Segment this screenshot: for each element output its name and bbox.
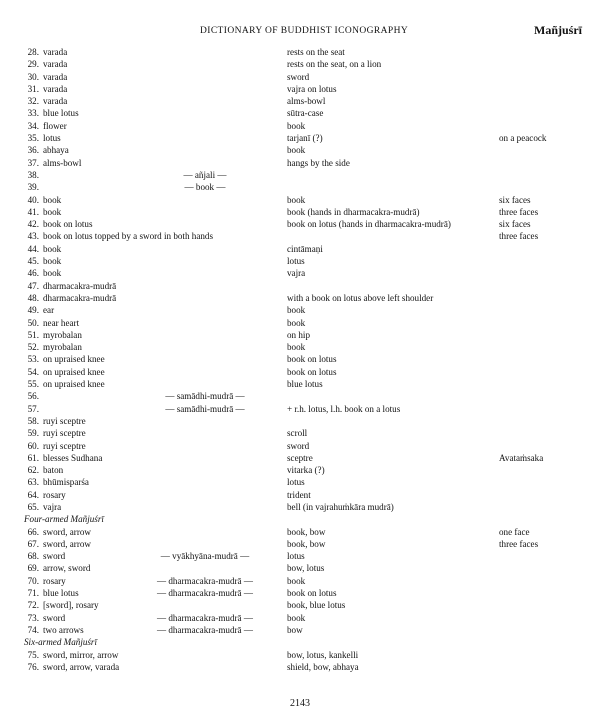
left-hand-attribute: book <box>43 256 62 267</box>
entry-row <box>0 390 600 402</box>
left-hand-attribute: varada <box>43 71 68 82</box>
entry-row <box>0 476 600 488</box>
left-hand-attribute: myrobalan <box>43 342 82 353</box>
entry-row <box>0 218 600 230</box>
right-hand-attribute: book <box>287 317 306 328</box>
entry-row <box>0 329 600 341</box>
entry-number: 62. <box>27 465 39 476</box>
right-hand-attribute: rests on the seat <box>287 47 345 57</box>
left-hand-attribute: book on lotus <box>43 219 93 230</box>
entry-number: 50. <box>27 317 39 328</box>
entry-number: 48. <box>27 292 39 303</box>
entry-number: 61. <box>27 452 39 463</box>
entry-row <box>0 120 600 132</box>
left-hand-attribute: Four-armed Mañjuśrī <box>24 514 104 525</box>
left-hand-attribute: blue lotus <box>43 108 79 119</box>
entry-row <box>0 624 600 636</box>
right-hand-attribute: bow, lotus, kankelli <box>287 649 359 660</box>
entry-number: 68. <box>27 551 39 562</box>
right-hand-attribute: lotus <box>287 256 305 267</box>
entry-number: 41. <box>27 206 39 217</box>
entry-note: six faces <box>499 194 531 205</box>
entry-row <box>0 366 600 378</box>
left-hand-attribute: book <box>43 243 62 254</box>
left-hand-attribute: blesses Sudhana <box>43 452 103 463</box>
right-hand-attribute: sceptre <box>287 452 313 463</box>
left-hand-attribute: arrow, sword <box>43 563 91 574</box>
entry-number: 39. <box>27 182 39 193</box>
entry-row <box>0 550 600 562</box>
entry-number: 57. <box>27 403 39 414</box>
entry-number: 58. <box>27 415 39 426</box>
right-hand-attribute: book <box>287 305 306 316</box>
right-hand-attribute: trident <box>287 489 311 500</box>
joint-gesture: — samādhi-mudrā — <box>165 403 245 414</box>
entry-number: 40. <box>27 194 39 205</box>
left-hand-attribute: sword, arrow, varada <box>43 661 120 672</box>
entry-note: on a peacock <box>499 133 547 144</box>
left-hand-attribute: varada <box>43 59 68 70</box>
entry-row <box>0 440 600 452</box>
right-hand-attribute: book <box>287 612 306 623</box>
entry-row <box>0 107 600 119</box>
left-hand-attribute: book <box>43 194 62 205</box>
joint-gesture: — dharmacakra-mudrā — <box>157 612 253 623</box>
entry-number: 32. <box>27 96 39 107</box>
right-hand-attribute: book, blue lotus <box>287 600 346 611</box>
left-hand-attribute: vajra <box>43 501 62 512</box>
entry-number: 38. <box>27 169 39 180</box>
left-hand-attribute: book on lotus topped by a sword in both hands <box>43 231 213 242</box>
left-hand-attribute: varada <box>43 47 68 57</box>
entry-number: 45. <box>27 256 39 267</box>
left-hand-attribute: sword, mirror, arrow <box>43 649 119 660</box>
right-hand-attribute: bow <box>287 624 303 635</box>
right-hand-attribute: sūtra-case <box>287 108 324 119</box>
entry-number: 47. <box>27 280 39 291</box>
right-hand-attribute: book <box>287 120 306 131</box>
entry-row <box>0 562 600 574</box>
joint-gesture: — vyākhyāna-mudrā — <box>160 551 250 562</box>
entry-note: six faces <box>499 219 531 230</box>
entry-number: 72. <box>27 600 39 611</box>
right-hand-attribute: vajra on lotus <box>287 83 337 94</box>
entry-number: 28. <box>27 47 39 57</box>
left-hand-attribute: bhūmisparśa <box>43 477 89 488</box>
right-hand-attribute: book on lotus <box>287 588 337 599</box>
entry-row <box>0 194 600 206</box>
left-hand-attribute: baton <box>43 465 64 476</box>
running-subject: Mañjuśrī <box>534 23 582 37</box>
entry-number: 75. <box>27 649 39 660</box>
entry-number: 56. <box>27 391 39 402</box>
left-hand-attribute: abhaya <box>43 145 69 156</box>
left-hand-attribute: [sword], rosary <box>43 600 99 611</box>
right-hand-attribute: on hip <box>287 329 310 340</box>
entry-row <box>0 575 600 587</box>
joint-gesture: — dharmacakra-mudrā — <box>157 588 253 599</box>
right-hand-attribute: scroll <box>287 428 308 439</box>
entry-number: 66. <box>27 526 39 537</box>
entry-row <box>0 661 600 673</box>
entry-row <box>0 95 600 107</box>
entry-number: 31. <box>27 83 39 94</box>
entry-number: 29. <box>27 59 39 70</box>
entry-row <box>0 427 600 439</box>
left-hand-attribute: dharmacakra-mudrā <box>43 292 117 303</box>
right-hand-attribute: bow, lotus <box>287 563 325 574</box>
entry-list <box>0 46 600 673</box>
entry-note: one face <box>499 526 530 537</box>
entry-number: 30. <box>27 71 39 82</box>
entry-row <box>0 341 600 353</box>
right-hand-attribute: book <box>287 145 306 156</box>
entry-row <box>0 353 600 365</box>
entry-row <box>0 612 600 624</box>
entry-number: 51. <box>27 329 39 340</box>
right-hand-attribute: book, bow <box>287 526 326 537</box>
entry-row <box>0 206 600 218</box>
left-hand-attribute: ruyi sceptre <box>43 428 86 439</box>
entry-row <box>0 71 600 83</box>
entry-row <box>0 181 600 193</box>
left-hand-attribute: dharmacakra-mudrā <box>43 280 117 291</box>
entry-number: 49. <box>27 305 39 316</box>
right-hand-attribute: vitarka (?) <box>287 465 325 476</box>
entry-note: three faces <box>499 231 539 242</box>
entry-number: 52. <box>27 342 39 353</box>
entry-number: 64. <box>27 489 39 500</box>
left-hand-attribute: sword, arrow <box>43 538 91 549</box>
joint-gesture: — añjali — <box>183 169 227 180</box>
running-title: DICTIONARY OF BUDDHIST ICONOGRAPHY <box>200 26 409 36</box>
right-hand-attribute: book, bow <box>287 538 326 549</box>
entry-row <box>0 255 600 267</box>
entry-row <box>0 599 600 611</box>
entry-number: 46. <box>27 268 39 279</box>
right-hand-attribute: sword <box>287 71 310 82</box>
entry-number: 60. <box>27 440 39 451</box>
entry-number: 34. <box>27 120 39 131</box>
entry-number: 36. <box>27 145 39 156</box>
left-hand-attribute: sword <box>43 551 66 562</box>
left-hand-attribute: on upraised knee <box>43 354 105 365</box>
entry-row <box>0 403 600 415</box>
entry-row <box>0 169 600 181</box>
entry-row <box>0 501 600 513</box>
right-hand-attribute: book on lotus <box>287 354 337 365</box>
entry-row <box>0 587 600 599</box>
left-hand-attribute: lotus <box>43 133 61 144</box>
entry-row <box>0 415 600 427</box>
left-hand-attribute: rosary <box>43 575 66 586</box>
entry-number: 67. <box>27 538 39 549</box>
entry-number: 37. <box>27 157 39 168</box>
entry-row <box>0 144 600 156</box>
page-number: 2143 <box>290 698 310 709</box>
right-hand-attribute: bell (in vajrahuṁkāra mudrā) <box>287 501 394 512</box>
left-hand-attribute: flower <box>43 120 67 131</box>
joint-gesture: — dharmacakra-mudrā — <box>157 624 253 635</box>
entry-row <box>0 243 600 255</box>
entry-row <box>0 280 600 292</box>
right-hand-attribute: book <box>287 342 306 353</box>
joint-gesture: — book — <box>184 182 226 193</box>
right-hand-attribute: book <box>287 194 306 205</box>
left-hand-attribute: blue lotus <box>43 588 79 599</box>
left-hand-attribute: myrobalan <box>43 329 82 340</box>
right-hand-attribute: hangs by the side <box>287 157 350 168</box>
left-hand-attribute: near heart <box>43 317 80 328</box>
entry-row <box>0 304 600 316</box>
right-hand-attribute: lotus <box>287 551 305 562</box>
right-hand-attribute: lotus <box>287 477 305 488</box>
entry-row <box>0 378 600 390</box>
entry-number: 73. <box>27 612 39 623</box>
entry-row <box>0 292 600 304</box>
left-hand-attribute: ear <box>43 305 55 316</box>
entry-row <box>0 230 600 242</box>
entry-row <box>0 157 600 169</box>
entry-row <box>0 526 600 538</box>
entry-row <box>0 489 600 501</box>
left-hand-attribute: alms-bowl <box>43 157 82 168</box>
entry-number: 55. <box>27 379 39 390</box>
entry-row <box>0 649 600 661</box>
entry-row <box>0 83 600 95</box>
left-hand-attribute: ruyi sceptre <box>43 440 86 451</box>
section-heading <box>0 513 600 525</box>
entry-row <box>0 267 600 279</box>
entry-number: 76. <box>27 661 39 672</box>
left-hand-attribute: varada <box>43 96 68 107</box>
entry-note: three faces <box>499 538 539 549</box>
left-hand-attribute: book <box>43 206 62 217</box>
entry-row <box>0 452 600 464</box>
entry-number: 35. <box>27 133 39 144</box>
right-hand-attribute: shield, bow, abhaya <box>287 661 359 672</box>
entry-number: 42. <box>27 219 39 230</box>
left-hand-attribute: book <box>43 268 62 279</box>
right-hand-attribute: cintāmaṇi <box>287 243 323 254</box>
entry-note: Avataṁsaka <box>499 452 544 463</box>
entry-number: 43. <box>27 231 39 242</box>
right-hand-attribute: tarjanī (?) <box>287 133 323 144</box>
entry-number: 71. <box>27 588 39 599</box>
right-hand-attribute: rests on the seat, on a lion <box>287 59 382 70</box>
entry-number: 69. <box>27 563 39 574</box>
entry-number: 59. <box>27 428 39 439</box>
entry-number: 74. <box>27 624 39 635</box>
entry-number: 54. <box>27 366 39 377</box>
entry-note: three faces <box>499 206 539 217</box>
right-hand-attribute: book (hands in dharmacakra-mudrā) <box>287 206 420 217</box>
right-hand-attribute: book on lotus (hands in dharmacakra-mudrā) <box>287 219 451 230</box>
entry-number: 70. <box>27 575 39 586</box>
left-hand-attribute: on upraised knee <box>43 379 105 390</box>
right-hand-attribute: sword <box>287 440 310 451</box>
right-hand-attribute: alms-bowl <box>287 96 326 107</box>
section-heading <box>0 636 600 648</box>
entry-row <box>0 46 600 58</box>
left-hand-attribute: ruyi sceptre <box>43 415 86 426</box>
left-hand-attribute: rosary <box>43 489 66 500</box>
left-hand-attribute: Six-armed Mañjuśrī <box>24 637 97 648</box>
left-hand-attribute: two arrows <box>43 624 84 635</box>
entry-row <box>0 464 600 476</box>
entry-row <box>0 317 600 329</box>
joint-gesture: — samādhi-mudrā — <box>165 391 245 402</box>
left-hand-attribute: varada <box>43 83 68 94</box>
right-hand-attribute: with a book on lotus above left shoulder <box>287 292 434 303</box>
entry-number: 63. <box>27 477 39 488</box>
right-hand-attribute: + r.h. lotus, l.h. book on a lotus <box>287 403 401 414</box>
right-hand-attribute: blue lotus <box>287 379 323 390</box>
left-hand-attribute: on upraised knee <box>43 366 105 377</box>
entry-row <box>0 58 600 70</box>
entry-row <box>0 538 600 550</box>
entry-number: 44. <box>27 243 39 254</box>
left-hand-attribute: sword <box>43 612 66 623</box>
entry-number: 65. <box>27 501 39 512</box>
right-hand-attribute: vajra <box>287 268 306 279</box>
left-hand-attribute: sword, arrow <box>43 526 91 537</box>
right-hand-attribute: book on lotus <box>287 366 337 377</box>
entry-row <box>0 132 600 144</box>
right-hand-attribute: book <box>287 575 306 586</box>
joint-gesture: — dharmacakra-mudrā — <box>157 575 253 586</box>
entry-number: 53. <box>27 354 39 365</box>
entry-number: 33. <box>27 108 39 119</box>
